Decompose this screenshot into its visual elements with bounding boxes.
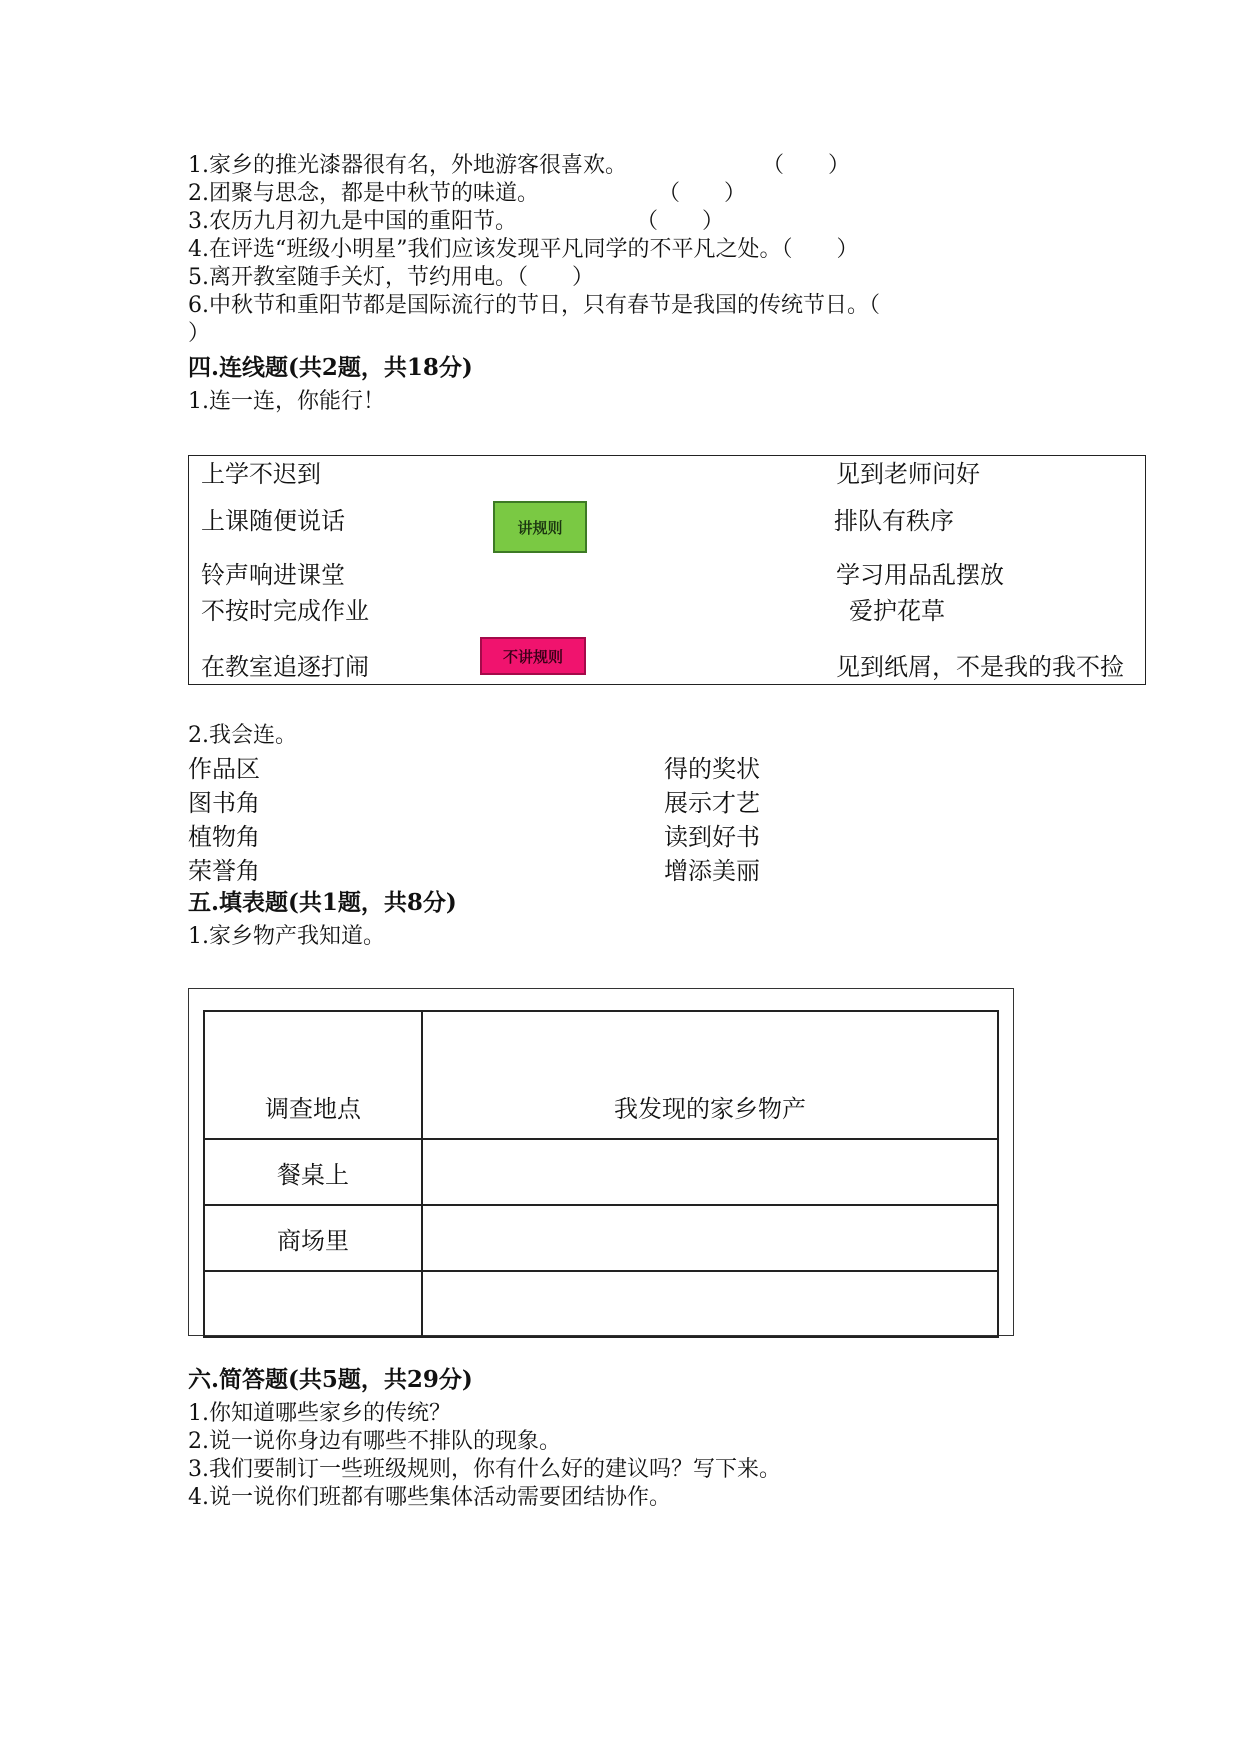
col-left-item-4[interactable]: 荣誉角 xyxy=(188,857,260,885)
short-answer-4: 4.说一说你们班都有哪些集体活动需要团结协作。 xyxy=(188,1485,671,1510)
answer-cell[interactable] xyxy=(422,1271,998,1337)
location-cell: 餐桌上 xyxy=(204,1139,422,1205)
short-answer-2: 2.说一说你身边有哪些不排队的现象。 xyxy=(188,1429,561,1454)
table-row xyxy=(204,1205,998,1271)
location-cell: 商场里 xyxy=(204,1205,422,1271)
table-row xyxy=(204,1271,998,1337)
right-item-2[interactable]: 排队有秩序 xyxy=(834,507,954,535)
judge-item-3-text: 3.农历九月初九是中国的重阳节。 xyxy=(188,209,517,234)
judge-item-3 xyxy=(188,208,725,236)
left-item-3[interactable]: 铃声响进课堂 xyxy=(201,561,345,589)
answer-paren: （ ） xyxy=(658,181,747,206)
break-rules-badge[interactable]: 不讲规则 xyxy=(480,637,586,675)
matching-box xyxy=(188,455,1146,685)
answer-cell[interactable] xyxy=(422,1139,998,1205)
match-q2-prompt: 2.我会连。 xyxy=(188,723,297,748)
short-answer-1: 1.你知道哪些家乡的传统？ xyxy=(188,1401,451,1426)
follow-rules-badge[interactable]: 讲规则 xyxy=(493,501,587,553)
header-products: 我发现的家乡物产 xyxy=(422,1011,998,1139)
short-answer-3: 3.我们要制订一些班级规则，你有什么好的建议吗？写下来。 xyxy=(188,1457,781,1482)
right-item-4[interactable]: 爱护花草 xyxy=(849,597,945,625)
left-item-1[interactable]: 上学不迟到 xyxy=(201,460,321,488)
col-left-item-2[interactable]: 图书角 xyxy=(188,789,260,817)
col-left-item-3[interactable]: 植物角 xyxy=(188,823,260,851)
judge-item-6-close: ） xyxy=(188,321,211,346)
section5-title: 五.填表题(共1题，共8分) xyxy=(188,889,457,916)
answer-paren: （ ） xyxy=(636,209,725,234)
judge-item-2-text: 2.团聚与思念，都是中秋节的味道。 xyxy=(188,181,539,206)
judge-item-1 xyxy=(188,152,851,180)
left-item-2[interactable]: 上课随便说话 xyxy=(201,507,345,535)
judge-item-2 xyxy=(188,180,747,208)
right-item-1[interactable]: 见到老师问好 xyxy=(836,460,980,488)
left-item-4[interactable]: 不按时完成作业 xyxy=(201,597,369,625)
judge-item-6: 6.中秋节和重阳节都是国际流行的节日，只有春节是我国的传统节日。（ xyxy=(188,293,880,318)
col-right-item-1[interactable]: 得的奖状 xyxy=(664,755,760,783)
location-cell[interactable] xyxy=(204,1271,422,1337)
table-q1-prompt: 1.家乡物产我知道。 xyxy=(188,924,385,949)
answer-cell[interactable] xyxy=(422,1205,998,1271)
judge-item-4: 4.在评选“班级小明星”我们应该发现平凡同学的不平凡之处。（ ） xyxy=(188,237,859,262)
judge-item-1-text: 1.家乡的推光漆器很有名，外地游客很喜欢。 xyxy=(188,153,627,178)
col-right-item-2[interactable]: 展示才艺 xyxy=(664,789,760,817)
right-item-3[interactable]: 学习用品乱摆放 xyxy=(836,561,1004,589)
judge-item-5: 5.离开教室随手关灯，节约用电。（ ） xyxy=(188,265,594,290)
table-frame xyxy=(188,988,1014,1336)
answer-paren: （ ） xyxy=(762,153,851,178)
col-left-item-1[interactable]: 作品区 xyxy=(188,755,260,783)
col-right-item-4[interactable]: 增添美丽 xyxy=(664,857,760,885)
match-q1-prompt: 1.连一连，你能行！ xyxy=(188,389,385,414)
col-right-item-3[interactable]: 读到好书 xyxy=(664,823,760,851)
section4-title: 四.连线题(共2题，共18分) xyxy=(188,354,473,381)
section6-title: 六.简答题(共5题，共29分) xyxy=(188,1366,473,1393)
right-item-5[interactable]: 见到纸屑，不是我的我不捡 xyxy=(836,653,1124,681)
left-item-5[interactable]: 在教室追逐打闹 xyxy=(201,653,369,681)
table-row xyxy=(204,1139,998,1205)
header-location: 调查地点 xyxy=(204,1011,422,1139)
table-header-row xyxy=(204,1011,998,1139)
products-table xyxy=(203,1010,999,1338)
